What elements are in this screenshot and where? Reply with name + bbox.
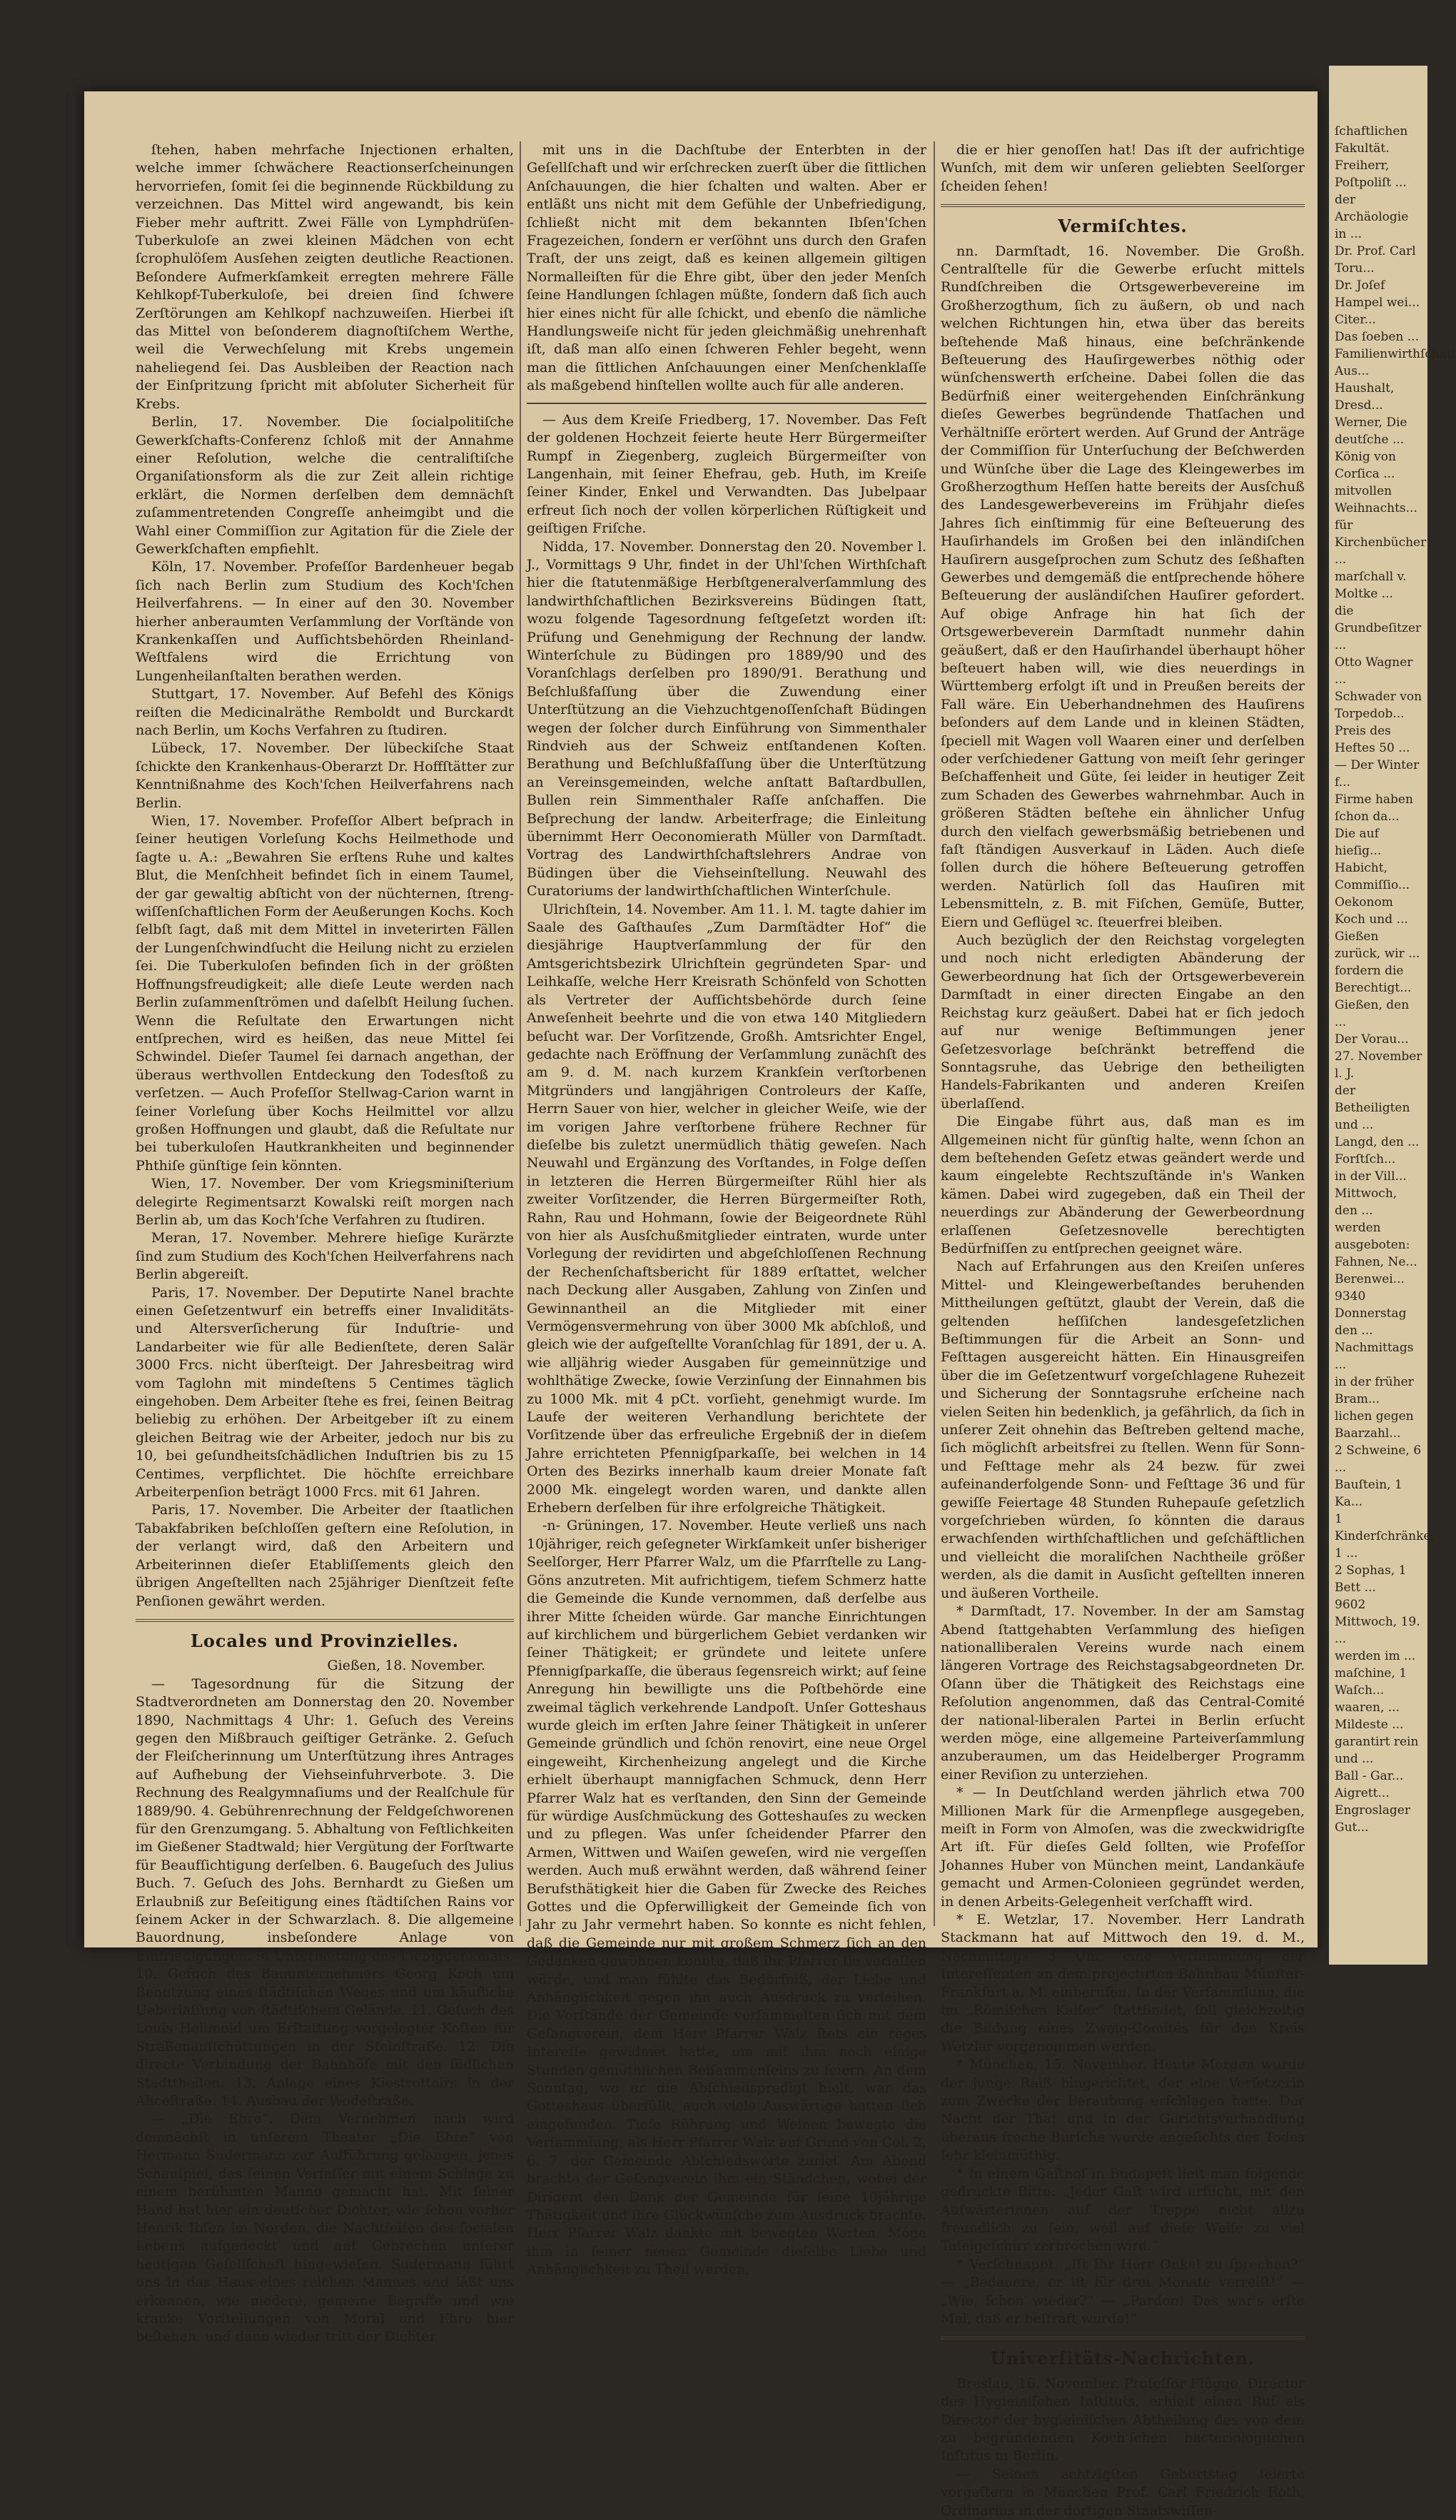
article-paragraph: * E. Wetzlar, 17. November. Herr Landrath Stackmann hat auf Mittwoch den 19. d. M., Nachmittags 3 Uhr, eine Verſammlung der Intereſſenten an dem projectirten Bahnbau Münſter-Frankfurt a. M. einberufen. In der Verſammlung, die im „Römiſchen Kaiſer“ ſtattfindet, ſoll gleichzeitig die Bildung eines Zweig-Comités für den Kreis Wetzlar vorgenommen werden. (941, 1912, 1305, 2055)
article-paragraph: Meran, 17. November. Mehrere hieſige Kurärzte ſind zum Studium des Koch'ſchen Heilverfahrens nach Berlin abgereiſt. (136, 1230, 514, 1283)
section-heading: Vermiſchtes. (1058, 216, 1188, 237)
section-divider (136, 1619, 514, 1622)
section-divider (941, 204, 1305, 207)
article-divider (527, 403, 926, 404)
column-rule (520, 141, 521, 1926)
article-paragraph: * München, 15. November. Heute Morgen wurde der junge Raiß hingerichtet, der eine Verſetzerin zum Zwecke der Beraubung erſchlagen hatte. Der Nacht der That und in der Gerichtsverhandlung überaus freche Burſche wurde angeſichts des Todes ſehr kleinmüthig. (941, 2057, 1305, 2164)
dateline: Gießen, 18. November. (327, 1658, 485, 1674)
article-paragraph: Berlin, 17. November. Die ſocialpolitiſche Gewerkſchafts-Conferenz ſchloß mit der Annahme einer Reſolution, welche die centraliſtiſche Organiſationsform als die zur Zeit allein richtige erklärt, die Normen derſelben dem demnächſt zuſammentretenden Congreſſe anheimgibt und die Wahl einer Commiſſion zur Agitation für die Ziele der Gewerkſchaften empfiehlt. (136, 414, 514, 557)
section-divider (941, 2337, 1305, 2339)
article-paragraph: die er hier genoſſen hat! Das iſt der aufrichtige Wunſch, mit dem wir unſeren geliebten Seelſorger ſcheiden ſehen! (941, 142, 1305, 194)
article-paragraph: — „Die Ehre“. Dem Vernehmen nach wird demnächſt in unſerem Theater „Die Ehre“ von Hermann Sudermann zur Aufführung gelangen, jenes Schauſpiel, das ſeinen Verfaſſer mit einem Schlage zu einem berühmten Manne gemacht hat. Mit ſeiner Hand hat hier ein deutſcher Dichter, wie ſchon vorher Henrik Ibſen im Norden, die Nachtſeiten des ſocialen Lebens aufgedeckt und auf Gebrechen unſerer heutigen Geſellſchaft hingewieſen. Sudermann führt uns in das Haus eines reichen Mannes und läßt uns erkennen, wie niedere, gemeine Begriffe und wie kranke Vorſtellungen von Moral und Ehre hier beſtehen, und dann wieder tritt der Dichter (136, 2111, 514, 2345)
article-paragraph: Breslau, 16. November. Profeſſor Flügge, Director des Hygieiniſchen Inſtituts, erhielt einen Ruf als Director der hygieiniſchen Abtheilung des von dem zu begründenden Koch'ſchen bacteriologiſchen Inſtitus in Berlin. (941, 2375, 1305, 2464)
article-paragraph: Wien, 17. November. Profeſſor Albert beſprach in ſeiner heutigen Vorleſung Kochs Heilmethode und ſagte u. A.: „Bewahren Sie erſtens Ruhe und kaltes Blut, die Menſchheit befindet ſich in einem Taumel, der gar gewaltig abſticht von der nüchternen, ſtreng-wiſſenſchaftlichen Form der Aeußerungen Kochs. Koch ſelbſt ſagt, daß mit dem Mittel in inveterirten Fällen der Lungenſchwindſucht die Heilung nicht zu erzielen ſei. Die Tuberkuloſen befinden ſich in der größten Hoffnungsfreudigkeit; alle dieſe Leute werden nach Berlin zuſammenſtrömen und daſelbſt Heilung ſuchen. Wenn die Reſultate den Erwartungen nicht entſprechen, wird es heißen, das neue Mittel ſei Schwindel. Dieſer Taumel ſei darnach angethan, der überaus werthvollen Entdeckung den Todesſtoß zu verſetzen. — Auch Profeſſor Stellwag-Carion warnt in ſeiner Vorleſung über Kochs Heilmittel vor allzu großen Hoffnungen und glaubt, daß die Reſultate nur bei tuberkuloſen Hautkrankheiten und beginnender Phthiſe günſtige ſein könnten. (136, 813, 514, 1174)
article-paragraph: nn. Darmſtadt, 16. November. Die Großh. Centralſtelle für die Gewerbe erſucht mittels Rundſchreiben die Ortsgewerbevereine im Großherzogthum, ſich zu äußern, ob und nach welchen Richtungen hin, etwa über das bereits beſtehende Maß hinaus, eine beſchränkende Beſteuerung des Hauſirgewerbes nöthig oder wünſchenswerth erſcheine. Dabei ſollen die das Bedürfniß einer weitergehenden Einſchränkung dieſes Gewerbes begründende Thatſachen und Verhältniſſe erörtert werden. Auf Grund der Anträge der Commiſſion für Unterſuchung der Beſchwerden und Wünſche über die Lage des Kleingewerbes im Großherzogthum Heſſen hatte bereits der Ausſchuß des Landesgewerbevereins im Frühjahr dieſes Jahres ſich einſtimmig für eine Beſteuerung des Hauſirhandels im Großen bei den inländiſchen Hauſirern ausgeſprochen zum Schutz des ſeßhaften Gewerbes und demgemäß die entſprechende höhere Beſteuerung der ausländiſchen Hauſirer gefordert. Auf obige Anfrage hin hat ſich der Ortsgewerbeverein Darmſtadt nunmehr dahin geäußert, daß er den Hauſirhandel überhaupt höher beſteuert haben will, wie dies neuerdings in Württemberg erfolgt iſt und in Preußen bereits der Fall wäre. Ein Ueberhandnehmen des Hauſirens beſonders auf dem Lande und in kleinen Städten, ſpeciell mit Wagen voll Waaren einer und derſelben oder verſchiedener Gattung von meiſt ſehr geringer Beſchaffenheit und Güte, ſei leider in heutiger Zeit zum Schaden des Gewerbes wahrnehmbar. Auch in größeren Städten beſtehe ein ähnlicher Unfug durch den vielfach gewerbsmäßig betriebenen und faſt ſtändigen Ausverkauf in Läden. Auch dieſe ſollen durch die höhere Beſteuerung getroffen werden. Natürlich ſoll das Hauſiren mit Lebensmitteln, z. B. mit Fiſchen, Gemüſe, Butter, Eiern und Geflügel ꝛc. ſteuerfrei bleiben. (941, 243, 1305, 930)
column-1 (136, 141, 514, 2345)
article-paragraph: Paris, 17. November. Der Deputirte Nanel brachte einen Geſetzentwurf ein betreffs einer Invaliditäts- und Altersverſicherung für Induſtrie- und Landarbeiter wie für alle Bedienſtete, deren Salär 3000 Frcs. nicht überſteigt. Der Jahresbeitrag wird vom Taglohn mit mindeſtens 5 Centimes täglich eingehoben. Dem Arbeiter ſtehe es frei, ſeinen Beitrag beliebig zu erhöhen. Der Arbeitgeber iſt zu einem gleichen Beitrag wie der Arbeiter, jedoch nur bis zu 10, bei geſundheitsſchädlichen Induſtrien bis zu 15 Centimes, verpflichtet. Die höchſte erreichbare Arbeiterpenſion beträgt 1000 Frcs. mit 61 Jahren. (136, 1284, 514, 1501)
article-paragraph: Auch bezüglich der den Reichstag vorgelegten und noch nicht erledigten Abänderung der Gewerbeordnung hat ſich der Ortsgewerbeverein Darmſtadt in einer directen Eingabe an den Reichstag kurz geäußert. Dabei hat er ſich jedoch auf nur wenige Beſtimmungen jener Geſetzesvorlage beſchränkt betreffend die Sonntagsruhe, das Uebrige den betheiligten Handels-Fabrikanten und anderen Kreiſen überlaſſend. (941, 932, 1305, 1112)
article-paragraph: Stuttgart, 17. November. Auf Befehl des Königs reiſten die Medicinalräthe Remboldt und Burckardt nach Berlin, um Kochs Verfahren zu ſtudiren. (136, 686, 514, 738)
article-paragraph: * Darmſtadt, 17. November. In der am Samstag Abend ſtattgehabten Verſammlung des hieſigen nationalliberalen Vereins wurde nach einem längeren Vortrage des Reichstagsabgeordneten Dr. Oſann über die Thätigkeit des Reichstags eine Reſolution angenommen, daß das Central-Comité der national-liberalen Partei in Berlin erſucht werden möge, eine allgemeine Parteiverſammlung anzuberaumen, um das Heidelberger Programm einer Reviſion zu unterziehen. (941, 1603, 1305, 1783)
column-2 (527, 141, 926, 2278)
article-paragraph: Nidda, 17. November. Donnerstag den 20. November l. J., Vormittags 9 Uhr, findet in der Uhl'ſchen Wirthſchaft hier die ſtatutenmäßige Herbſtgeneralverſammlung des landwirthſchaftlichen Bezirksvereins Büdingen ſtatt, wozu folgende Tagesordnung feſtgeſetzt worden iſt: Prüfung und Genehmigung der Rechnung der landw. Winterſchule zu Büdingen pro 1889/90 und des Voranſchlags derſelben pro 1890/91. Berathung und Beſchlußfaſſung über die Zuwendung einer Unterſtützung an die Viehzuchtgenoſſenſchaft Büdingen wegen der ſolcher durch Einführung von Simmenthaler Rindvieh aus der Schweiz entſtandenen Koſten. Berathung und Beſchlußfaſſung über die Unterſtützung an Vereinsgemeinden, welche anſtatt Baſtardbullen, Bullen rein Simmenthaler Raſſe anſchaffen. Die Beſprechung der landw. Arbeiterfrage; die Einleitung übernimmt Herr Oeconomierath Müller von Darmſtadt. Vortrag des Landwirthſchaftslehrers Andrae von Büdingen über die Viehseinſtellung. Neuwahl des Curatoriums der landwirthſchaftlichen Winterſchule. (527, 538, 926, 899)
adjacent-page-edge (1329, 66, 1456, 1965)
article-paragraph: — Aus dem Kreiſe Friedberg, 17. November. Das Feſt der goldenen Hochzeit feierte heute Herr Bürgermeiſter Rumpf in Ziegenberg, zugleich Bürgermeiſter von Langenhain, mit ſeiner Ehefrau, geb. Huth, im Kreiſe ſeiner Kinder, Enkel und Verwandten. Das Jubelpaar erfreut ſich noch der vollen körperlichen Rüſtigkeit und geiſtigen Friſche. (527, 411, 926, 537)
article-paragraph: * In einem Gaſthof in Budapeſt lieſt man folgende gedruckte Bitte: „Jeder Gaſt wird erſucht, mit den Aufwärterinnen auf der Treppe nicht allzu freundlich zu ſein, weil auf dieſe Weiſe zu viel Tafelgeſchirr zerbrochen wird.“ (941, 2165, 1305, 2254)
article-paragraph: Lübeck, 17. November. Der lübeckiſche Staat ſchickte den Krankenhaus-Oberarzt Dr. Hoffſtätter zur Kenntnißnahme des Koch'ſchen Heilverfahrens nach Berlin. (136, 740, 514, 811)
adjacent-page-text: ſchaftlichen Fakultät. Freiherr, Poſtpoliſt ... der Archäologie in ... Dr. Prof. Carl Toru... Dr. Joſef Hampel wei... Citer... Das ſoeben ... Familienwirthſchaft Aus... Haushalt, Dresd... Werner, Die deutſche ... König von Corſica ... mitvollen Weihnachts... für Kirchenbücher ... marſchall v. Moltke ... die Grundbeſitzer ... Otto Wagner ... Schwader von Torpedob... Preis des Heftes 50 ... — Der Winter f... Firme haben ſchon da... Die auf hieſig... Habicht, Commiſſio... Oekonom Koch und ... Gießen zurück, wir ... fordern die Berechtigt... Gießen, den ... Der Vorau... 27. November l. J. der Betheiligten und ... Langd, den ... Forſtſch... in der Vill... Mittwoch, den ... werden ausgeboten: Fahnen, Ne... Berenwei... 9340 Donnerstag den ... Nachmittags ... in der früher Bram... lichen gegen Baarzahl... 2 Schweine, 6 ... Bauſtein, 1 Ka... 1 Kinderſchränke, 1 ... 2 Sophas, 1 Bett ... 9602 Mittwoch, 19. ... werden im ... maſchine, 1 Waſch... waaren, ... Mildeste ... garantirt rein und ... Ball - Gar... Aigrett... Engroslager Gut... (1335, 124, 1456, 1835)
article-paragraph: Die Eingabe führt aus, daß man es im Allgemeinen nicht für günſtig halte, wenn ſchon an dem beſtehenden Geſetz etwas geändert werde und kaum eingelebte Rechtszuſtände in's Wanken kämen. Dabei wird zugegeben, daß ein Theil der neuerdings zur Abänderung der Gewerbeordnung erlaſſenen Geſetzesnovelle berechtigten Bedürfniſſen zu entſprechen geeignet wäre. (941, 1114, 1305, 1256)
newspaper-page (84, 91, 1318, 2519)
section-heading: Locales und Provinzielles. (191, 1630, 459, 1651)
article-paragraph: mit uns in die Dachſtube der Enterbten in der Geſellſchaft und wir erſchrecken zuerſt über die ſittlichen Anſchauungen, die hier ſchalten und walten. Aber er entläßt uns nicht mit dem Gefühle der Unbefriedigung, ſchließt nicht mit dem bekannten Ibſen'ſchen Fragezeichen, ſondern er verſöhnt uns durch den Grafen Traſt, der uns zeigt, daß es keinen allgemein giltigen Normalleiſten für die Ehre gibt, über den jeder Menſch ſeine Handlungen ſchlagen müßte, ſondern daß ſich auch hier eines nicht für alle ſchickt, und ebenſo die nämliche Handlungsweiſe nicht für jeden gleichmäßig unehrenhaft iſt, daß man alſo einen ſchweren Fehler begeht, wenn man die ſittlichen Anſchauungen einer Menſchenklaſſe als maßgebend hinſtellen wollte auch für alle anderen. (527, 142, 926, 394)
column-rule (934, 141, 935, 1926)
article-paragraph: — Seinen achtzigſten Geburtstag feierte vorgeſtern in München Prof. Carl Friedrich Roth, Ordinarius in der dortigen Staatswiſſen- (941, 2466, 1305, 2519)
article-paragraph: -n- Grüningen, 17. November. Heute verließ uns nach 10jähriger, reich geſegneter Wirkſamkeit unſer bisheriger Seelſorger, Herr Pfarrer Walz, um die Pfarrſtelle zu Lang-Göns anzutreten. Mit aufrichtigem, tiefem Schmerz hatte die Gemeinde die Kunde vernommen, daß derſelbe aus ihrer Mitte ſcheiden würde. Gar manche Einrichtungen auf kirchlichem und bürgerlichem Gebiet verdanken wir ſeiner Thätigkeit; er gründete und leitete unſere Pfennigſparkaſſe, die überaus ſegensreich wirkt; auf ſeine Anregung hin bewilligte uns die Poſtbehörde eine zweimal täglich verkehrende Landpoſt. Unſer Gotteshaus wurde gleich im erſten Jahre ſeiner Thätigkeit in unſerer Gemeinde gründlich und ſchön renovirt, eine neue Orgel eingeweiht, Kirchenheizung angelegt und die Kirche erhielt überhaupt mannigfachen Schmuck, denn Herr Pfarrer Walz hat es verſtanden, den Sinn der Gemeinde für würdige Ausſchmückung des Gotteshauſes zu wecken und zu pflegen. Was unſer ſcheidender Pfarrer den Armen, Wittwen und Waiſen geweſen, wird nie vergeſſen werden. Auch muß erwähnt werden, daß während ſeiner Berufsthätigkeit hier die Gaben für Zwecke des Reiches Gottes und die Opferwilligkeit der Gemeinde ſich von Jahr zu Jahr vermehrt haben. So konnte es nicht fehlen, daß die Gemeinde nur mit großem Schmerz ſich an den Gedanken gewöhnen konnte, daß ihr Pfarrer ſie verlaſſen würde, und man fühlte das Bedürfniß, der Liebe und Anhänglichkeit gegen ihn auch Ausdruck zu verleihen. Die Vorſtände der Gemeinde verſammelten ſich mit dem Geſangverein, dem Herr Pfarrer Walz ſtets ein reges Intereſſe gewidmet hatte, um mit ihm noch einige Stunden gemüthlichen Beiſammenſeins zu feiern. An dem Sonntag, wo er die Abſchiedspredigt hielt, war das Gotteshaus überfüllt, auch viele Auswärtige hatten ſich eingefunden. Tiefe Rührung und Weinen bewegte die Verſammlung, als Herr Pfarrer Walz auf Grund von Col. 2, 6. 7. der Gemeinde Abſchiedsworte zurief. Am Abend brachte der Geſangverein ihm ein Ständchen, wobei der Dirigent den Dank der Gemeinde für ſeine 10jährige Thätigkeit und ihre Glückwünſche zum Ausdruck brachte. Herr Pfarrer Walz dankte mit bewegten Worten. Möge ihm in ſeiner neuen Gemeinde dieſelbe Liebe und Anhänglichkeit zu Theil werden, (527, 1518, 926, 2278)
article-paragraph: Paris, 17. November. Die Arbeiter der ſtaatlichen Tabakfabriken beſchloſſen geſtern eine Reſolution, in der verlangt wird, daß den Arbeitern und Arbeiterinnen dieſer Etabliſſements gleich den übrigen Angeſtellten nach 25jähriger Dienſtzeit feſte Penſionen gewährt werden. (136, 1502, 514, 1609)
article-paragraph: * — In Deutſchland werden jährlich etwa 700 Millionen Mark für die Armenpflege ausgegeben, meiſt in Form von Almoſen, was die zweckwidrigſte Art iſt. Für dieſes Geld ſollten, wie Profeſſor Johannes Huber von München meint, Landankäufe gemacht und Armen-Colonieen gegründet werden, in denen Arbeits-Gelegenheit verſchafft wird. (941, 1785, 1305, 1910)
article-paragraph: — Tagesordnung für die Sitzung der Stadtverordneten am Donnerstag den 20. November 1890, Nachmittags 4 Uhr: 1. Geſuch des Vereins gegen den Mißbrauch geiſtiger Getränke. 2. Geſuch der Fleiſcherinnung um Unterſtützung ihres Antrages auf Aufhebung der Viehseinfuhrverbote. 3. Die Rechnung des Realgymnaſiums und der Realſchule für 1889/90. 4. Gebührenrechnung der Feldgeſchworenen für den Grenzumgang. 5. Abhaltung von Feſtlichkeiten im Gießener Stadtwald; hier Vergütung der Forſtwarte für Beaufſichtigung derſelben. 6. Baugeſuch des Julius Buch. 7. Geſuch des Johs. Bernhardt zu Gießen um Erlaubniß zur Beſeitigung eines ſtädtiſchen Rains vor ſeinem Acker in der Schwarzlach. 8. Die allgemeine Bauordnung, insbeſondere Anlage von Einfriedigungen. 9. Unterhaltung des Liebigdenkmals. 10. Geſuch des Bauunternehmers Georg Koch um Benutzung eines ſtädtiſchen Weges und um käufliche Ueberlaſſung von ſtädtiſchem Gelände. 11. Geſuch des Louis Hellmold um Erſtattung vorgelegter Koſten für Straßenaufſchüttungen in der Steinſtraße. 12. Die directe Verbindung der Bahnhöfe mit den ſüdlichen Stadttheilen. 13. Anlage eines Kiestrottoirs in der Aliceſtraße. 14. Ausbau der Wodeſtraße. (136, 1675, 514, 2110)
article-paragraph: Köln, 17. November. Profeſſor Bardenheuer begab ſich nach Berlin zum Studium des Koch'ſchen Heilverfahrens. — In einer auf den 30. November hierher anberaumten Verſammlung der Vorſtände von Krankenkaſſen und Aufſichtsbehörden Rheinland-Weſtfalens wird die Errichtung von Lungenheilanſtalten berathen werden. (136, 559, 514, 684)
article-paragraph: ſtehen, haben mehrfache Injectionen erhalten, welche immer ſchwächere Reactionserſcheinungen hervorriefen, ſomit ſei die beginnende Rückbildung zu verzeichnen. Das Mittel wird angewandt, bis kein Fieber mehr auftritt. Zwei Fälle von Lymphdrüſen-Tuberkuloſe an zwei kleinen Mädchen von echt ſcrophulöſem Ausſehen zeigten deutliche Reactionen. Beſondere Aufmerkſamkeit erregten mehrere Fälle Kehlkopf-Tuberkuloſe, bei dreien ſind ſchwere Zerſtörungen am Kehlkopf nachzuweiſen. Hierbei iſt das Mittel von beſonderem diagnoſtiſchem Werthe, weil die Verwechſelung mit Krebs ungemein naheliegend ſei. Das Ausbleiben der Reaction nach der Einſpritzung ſpricht mit abſoluter Sicherheit für Krebs. (136, 142, 514, 412)
section-heading: Univerſitäts-Nachrichten. (990, 2348, 1255, 2369)
article-paragraph: * Verſchnappt. „Iſt Ihr Herr Onkel zu ſprechen?“ — „Bedauere, er iſt für drei Monate verreiſt!“ — „Wie, ſchon wieder?“ — „Pardon! Das war's erſte Mal, daß er beſtraft wurde!“ (941, 2256, 1305, 2327)
article-paragraph: Ulrichſtein, 14. November. Am 11. l. M. tagte dahier im Saale des Gaſthauſes „Zum Darmſtädter Hof“ die diesjährige Hauptverſammlung der für den Amtsgerichtsbezirk Ulrichſtein gegründeten Spar- und Leihkaſſe, welche Herr Kreisrath Schönfeld von Schotten als Vertreter der Aufſichtsbehörde durch ſeine Anweſenheit beehrte und die von etwa 140 Mitgliedern beſucht war. Der Vorſitzende, Großh. Amtsrichter Engel, gedachte nach Eröffnung der Verſammlung zunächſt des am 9. d. M. nach kurzem Krankſein verſtorbenen Mitgründers und langjährigen Controleurs der Kaſſe, Herrn Sauer von hier, welcher in gleicher Weiſe, wie der im vorigen Jahre verſtorbene frühere Rechner für dieſelbe bis zuletzt unermüdlich thätig geweſen. Nach Neuwahl und Ergänzung des Vorſtandes, in Folge deſſen in letzteren die Herren Bürgermeiſter Rühl hier als zweiter Vorſitzender, die Herren Bürgermeiſter Roth, Rahn, Rau und Hohmann, ſowie der Beigeordnete Rühl von hier als Ausſchußmitglieder eintraten, wurde unter Vorlegung der revidirten und abgeſchloſſenen Rechnung der Rechenſchaftsbericht für 1889 erſtattet, welcher nach Deckung aller Ausgaben, Zahlung von Zinſen und Gewinnantheil an die Mitglieder mit einer Vermögensvermehrung von über 3000 Mk abſchloß, und gleich wie der aufgeſtellte Voranſchlag für 1891, der u. A. wie alljährig wieder Ausgaben für gemeinnützige und wohlthätige Zwecke, ſowie Verzinſung der Einnahmen bis zu 1000 Mk. mit 4 pCt. vorſieht, genehmigt wurde. Im Laufe der weiteren Verhandlung berichtete der Vorſitzende über das erfreuliche Ergebniß der in dieſem Jahre errichteten Pfennigſparkaſſe, bei welchen in 14 Orten des Bezirks innerhalb kaum dreier Monate faſt 2000 Mk. eingelegt worden waren, und dankte allen Erhebern derſelben für ihre erfolgreiche Thätigkeit. (527, 901, 926, 1516)
article-paragraph: Nach auf Erfahrungen aus den Kreiſen unſeres Mittel- und Kleingewerbeſtandes beruhenden Mittheilungen geſtützt, glaubt der Verein, daß die geltenden heſſiſchen landesgeſetzlichen Beſtimmungen für die Arbeit an Sonn- und Feſttagen ausgereicht hätten. Ein Hinausgreifen über die im Geſetzentwurf vorgeſchlagene Ruhezeit und Sicherung der Sonntagsruhe erſcheine nach vielen Seiten hin bedenklich, ja gefährlich, da ſich in unſerer Zeit ohnehin das Beſtreben geltend mache, ſich möglichſt arbeitsfrei zu ſtellen. Wenn für Sonn- und Feſttage mehr als 24 bezw. für zwei aufeinanderfolgende Sonn- und Feſttage 36 und für gewiſſe Feiertage 48 Stunden Ruhepauſe geſetzlich vorgeſchrieben würden, ſo könnten die daraus erwachſenden wirthſchaftlichen und geſchäftlichen und vielleicht die moraliſchen Nachtheile größer werden, als die damit in Ausſicht geſtellten inneren und äußeren Vortheile. (941, 1259, 1305, 1601)
article-paragraph: Wien, 17. November. Der vom Kriegsminiſterium delegirte Regimentsarzt Kowalski reiſt morgen nach Berlin ab, um das Koch'ſche Verfahren zu ſtudiren. (136, 1176, 514, 1228)
column-3 (941, 141, 1305, 2519)
